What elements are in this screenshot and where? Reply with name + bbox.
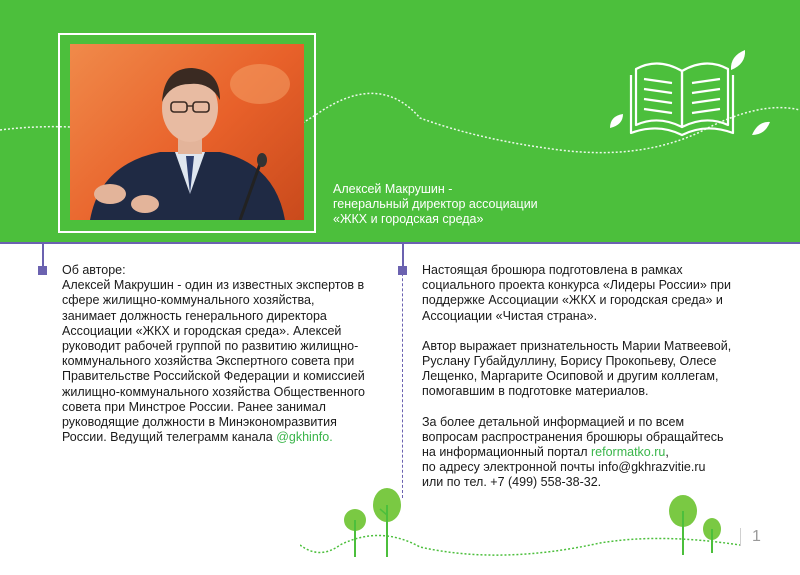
bullet-marker — [38, 266, 47, 275]
caption-line: Алексей Макрушин - — [333, 182, 453, 196]
caption-line: «ЖКХ и городская среда» — [333, 212, 484, 226]
leaf-icon — [608, 112, 626, 130]
page-number: 1 — [752, 528, 761, 545]
telegram-link[interactable]: @gkhinfo. — [276, 430, 333, 445]
tree-icon — [703, 518, 721, 553]
about-body-text: Алексей Макрушин - один из известных экспертов в сфере жилищно-коммунального хозяйства, занимает должность генерального директора Ассоциации «ЖКХ и городская среда». Алексей руководит рабочей группой по развитию жилищно-коммунального хозяйства Экспертного совета при Правительстве Российской Федерации и комиссией жилищно-коммунального хозяйства Общественного совета при Минстрое России. Ранее занимал руководящие должности в Минэкономразвития России. Ведущий телеграмм канала — [62, 278, 365, 445]
contact-paragraph — [422, 415, 732, 461]
phone-line: или по тел. +7 (499) 558-38-32. — [422, 475, 602, 490]
brochure-paragraph: Настоящая брошюра подготовлена в рамках социального проекта конкурса «Лидеры России» при поддержке Ассоциации «ЖКХ и городская среда» и Ассоциации «Чистая страна». — [422, 263, 731, 323]
leaf-icon — [750, 118, 772, 138]
tree-icon — [344, 509, 366, 557]
acknowledgement-paragraph: Автор выражает признательность Марии Матвеевой, Руслану Губайдуллину, Борису Прокопьеву, Олесе Лещенко, Маргарите Осиповой и другим коллегам, помогавшим в подготовке материалов. — [422, 338, 732, 399]
trees-illustration — [300, 485, 740, 575]
column-divider — [402, 248, 404, 498]
about-heading: Об авторе: — [62, 263, 126, 277]
about-body — [62, 278, 372, 445]
bullet-marker — [398, 266, 407, 275]
caption-line: генеральный директор ассоциации — [333, 197, 538, 211]
marker-stem — [42, 244, 44, 266]
tree-icon — [669, 495, 697, 555]
author-photo-illustration — [70, 44, 304, 220]
marker-stem — [402, 244, 404, 266]
photo-caption — [333, 182, 583, 227]
portal-link[interactable]: reformatko.ru — [591, 445, 666, 460]
contact-comma: , — [665, 445, 669, 460]
email-line: по адресу электронной почты info@gkhrazvitie.ru — [422, 460, 706, 475]
contact-intro: За более детальной информацией и по всем вопросам распространения брошюры обращайтесь на информационный портал — [422, 414, 724, 460]
leaf-icon — [728, 48, 748, 72]
tree-icon — [373, 488, 401, 557]
page-number-divider — [740, 528, 741, 546]
author-photo — [70, 44, 304, 220]
brochure-info-column — [422, 263, 732, 491]
about-author-column — [62, 263, 372, 445]
section-divider — [0, 242, 800, 244]
